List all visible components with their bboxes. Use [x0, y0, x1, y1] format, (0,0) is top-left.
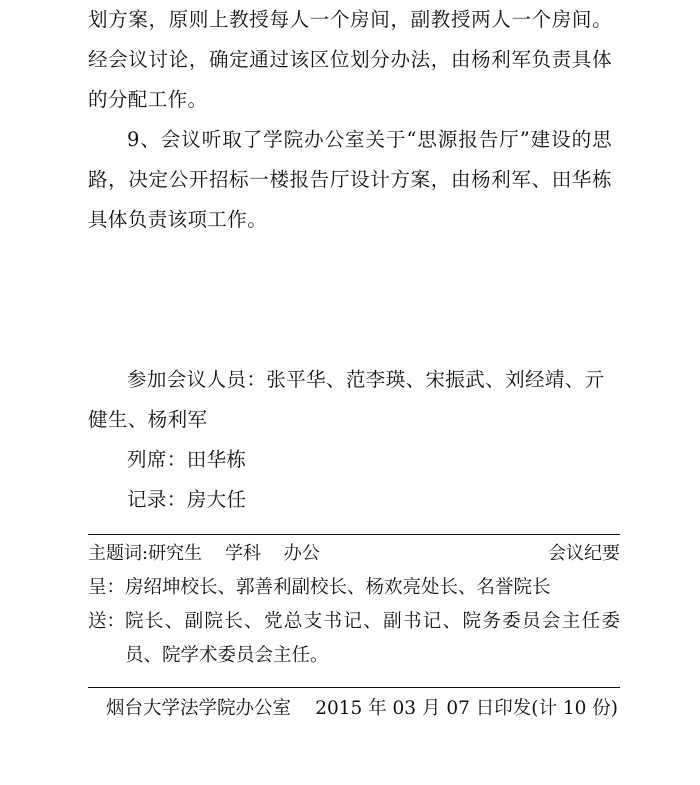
sent-row	[88, 605, 620, 673]
subject-keywords: 主题词:研究生 学科 办公	[88, 543, 320, 564]
presented-label: 呈：	[88, 577, 126, 598]
document-type-label: 会议纪要	[548, 543, 620, 564]
issuer-name: 烟台大学法学院办公室	[106, 698, 292, 719]
body-content	[88, 0, 612, 240]
paragraph-continuation: 划方案，原则上教授每人一个房间，副教授两人一个房间。经会议讨论，确定通过该区位划分办法，由杨利军负责具体的分配工作。	[88, 8, 612, 111]
subject-row	[88, 535, 620, 571]
sent-value: 院长、副院长、党总支书记、副书记、院务委员会主任委员、院学术委员会主任。	[125, 611, 620, 666]
presented-row	[88, 571, 620, 605]
document-footer	[88, 534, 620, 726]
presented-value: 房绍坤校长、郭善利副校长、杨欢亮处长、名誉院长	[125, 577, 551, 598]
attendees-block	[88, 360, 612, 520]
issuer-row	[88, 688, 620, 726]
issue-date-count: 2015 年 03 月 07 日印发(计 10 份)	[315, 698, 618, 719]
recorder-line: 记录：房大任	[127, 488, 247, 511]
sent-label: 送：	[88, 611, 126, 632]
observers-line: 列席：田华栋	[127, 448, 247, 471]
vertical-gap-1	[88, 240, 612, 360]
paragraph-item-9: 9、会议听取了学院办公室关于“思源报告厅”建设的思路，决定公开招标一楼报告厅设计方案，由杨利军、田华栋具体负责该项工作。	[88, 128, 612, 231]
participants-line: 参加会议人员：张平华、范李瑛、宋振武、刘经靖、亓健生、杨利军	[88, 368, 605, 431]
